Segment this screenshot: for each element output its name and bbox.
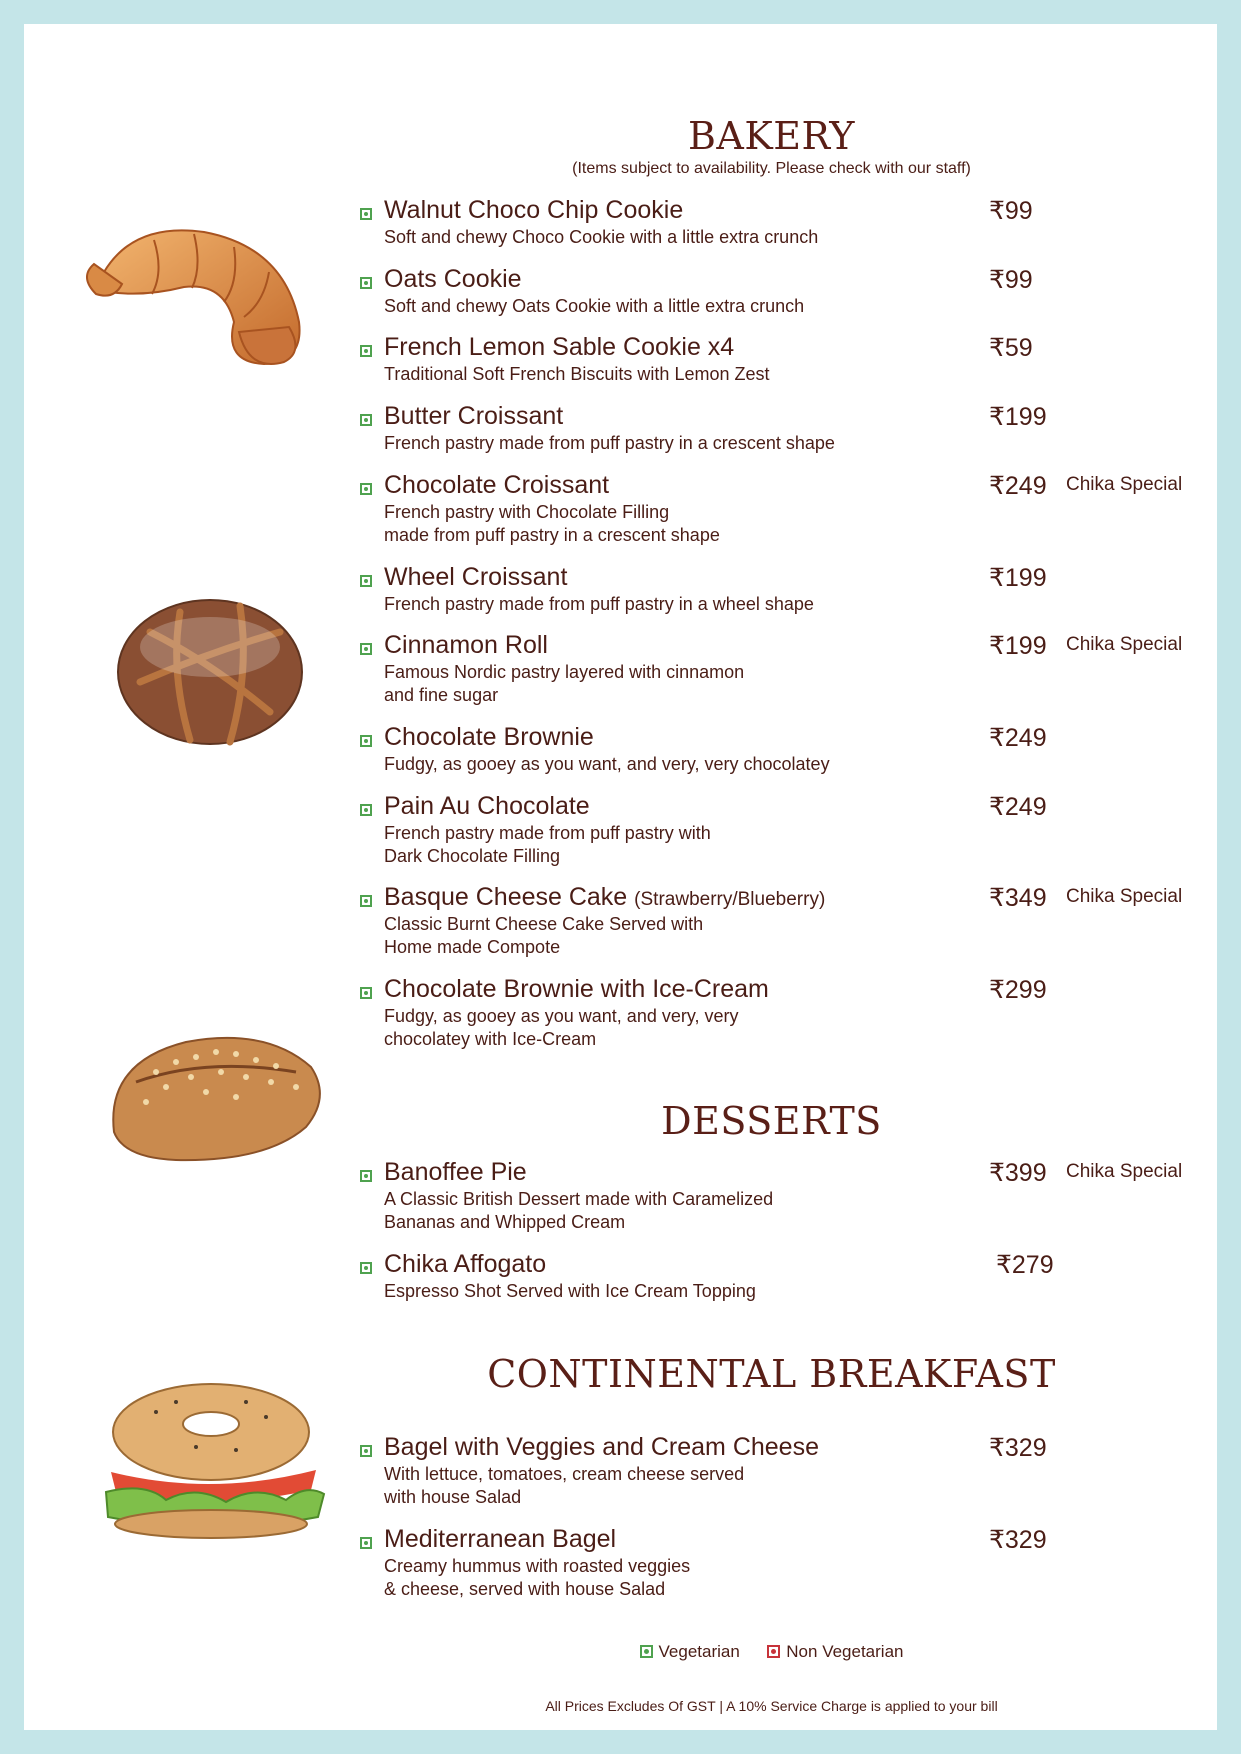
item-description: Fudgy, as gooey as you want, and very, very chocolatey (384, 754, 830, 774)
availability-note: (Items subject to availability. Please check with our staff) (572, 160, 971, 177)
item-name: Chika Affogato (384, 1250, 547, 1278)
item-name: Butter Croissant (384, 402, 564, 430)
menu-page (24, 24, 1217, 1730)
item-price: ₹249 (989, 472, 1047, 500)
item-price: ₹199 (989, 403, 1047, 431)
veg-icon (360, 804, 372, 816)
item-price: ₹399 (989, 1159, 1047, 1187)
menu-item (360, 792, 1220, 878)
item-price: ₹299 (989, 976, 1047, 1004)
veg-icon (360, 575, 372, 587)
breakfast-heading: CONTINENTAL BREAKFAST (487, 1352, 1056, 1396)
menu-item (360, 975, 1220, 1061)
item-price: ₹349 (989, 884, 1047, 912)
veg-icon (360, 1170, 372, 1182)
menu-item (360, 1433, 1220, 1519)
item-name: Chocolate Croissant (384, 471, 610, 499)
veg-icon (360, 1537, 372, 1549)
item-description: Fudgy, as gooey as you want, and very, very chocolatey with Ice-Cream (384, 1006, 739, 1049)
item-name: Bagel with Veggies and Cream Cheese (384, 1433, 819, 1461)
item-name: Walnut Choco Chip Cookie (384, 196, 684, 224)
item-price: ₹99 (989, 197, 1033, 225)
veg-legend-label: Vegetarian (658, 1642, 740, 1661)
veg-icon (360, 414, 372, 426)
bread-loaf-illustration (110, 592, 310, 752)
item-description: A Classic British Dessert made with Caramelized Bananas and Whipped Cream (384, 1189, 774, 1232)
item-description: Famous Nordic pastry layered with cinnamon and fine sugar (384, 662, 745, 705)
item-name: Wheel Croissant (384, 563, 568, 591)
item-description: With lettuce, tomatoes, cream cheese served with house Salad (384, 1464, 745, 1507)
item-description: Classic Burnt Cheese Cake Served with Home made Compote (384, 914, 704, 957)
item-price: ₹279 (996, 1251, 1054, 1279)
item-price: ₹59 (989, 334, 1033, 362)
item-description: French pastry made from puff pastry with Dark Chocolate Filling (384, 823, 711, 866)
veg-icon (360, 1262, 372, 1274)
menu-item (360, 883, 1220, 969)
item-description: Creamy hummus with roasted veggies & cheese, served with house Salad (384, 1556, 691, 1599)
bagel-sandwich-illustration (86, 1372, 336, 1542)
item-name: French Lemon Sable Cookie x4 (384, 333, 735, 361)
veg-icon (360, 483, 372, 495)
bakery-heading: BAKERY (687, 114, 856, 158)
item-name: Cinnamon Roll (384, 631, 548, 659)
veg-icon (360, 1445, 372, 1457)
veg-icon (360, 987, 372, 999)
menu-item (360, 471, 1220, 557)
item-description: Soft and chewy Choco Cookie with a little extra crunch (384, 227, 819, 247)
veg-icon (360, 643, 372, 655)
menu-item (360, 631, 1220, 717)
item-name: Oats Cookie (384, 265, 522, 293)
item-price: ₹329 (989, 1434, 1047, 1462)
item-name: Chocolate Brownie with Ice-Cream (384, 975, 769, 1003)
veg-icon (360, 208, 372, 220)
item-price: ₹249 (989, 793, 1047, 821)
item-price: ₹199 (989, 632, 1047, 660)
item-description: Soft and chewy Oats Cookie with a little extra crunch (384, 296, 805, 316)
menu-item (360, 1525, 1220, 1611)
item-name: Pain Au Chocolate (384, 792, 590, 820)
item-name: Chocolate Brownie (384, 723, 594, 751)
veg-icon (360, 895, 372, 907)
special-tag: Chika Special (1066, 886, 1183, 907)
item-description: French pastry with Chocolate Filling made from puff pastry in a crescent shape (384, 502, 720, 545)
nonveg-icon (767, 1645, 780, 1658)
croissant-illustration (74, 202, 334, 382)
item-description: Espresso Shot Served with Ice Cream Topping (384, 1281, 756, 1301)
item-name: Basque Cheese Cake (Strawberry/Blueberry) (384, 883, 826, 911)
veg-icon (640, 1645, 653, 1658)
item-description: French pastry made from puff pastry in a crescent shape (384, 433, 835, 453)
item-name: Mediterranean Bagel (384, 1525, 617, 1553)
item-description: Traditional Soft French Biscuits with Lemon Zest (384, 364, 770, 384)
item-price: ₹249 (989, 724, 1047, 752)
menu-item (360, 1250, 1220, 1336)
item-price: ₹99 (989, 266, 1033, 294)
item-price: ₹199 (989, 564, 1047, 592)
item-name: Banoffee Pie (384, 1158, 527, 1186)
veg-icon (360, 277, 372, 289)
menu-item (360, 1158, 1220, 1244)
seeded-bread-illustration (96, 1022, 336, 1172)
veg-icon (360, 735, 372, 747)
veg-icon (360, 345, 372, 357)
gst-footer-note: All Prices Excludes Of GST | A 10% Service Charge is applied to your bill (545, 1698, 998, 1714)
special-tag: Chika Special (1066, 634, 1183, 655)
item-description: French pastry made from puff pastry in a wheel shape (384, 594, 814, 614)
desserts-heading: DESSERTS (661, 1099, 882, 1143)
diet-legend (364, 1642, 1179, 1662)
item-price: ₹329 (989, 1526, 1047, 1554)
nonveg-legend-label: Non Vegetarian (786, 1642, 904, 1661)
special-tag: Chika Special (1066, 1161, 1183, 1182)
special-tag: Chika Special (1066, 474, 1183, 495)
